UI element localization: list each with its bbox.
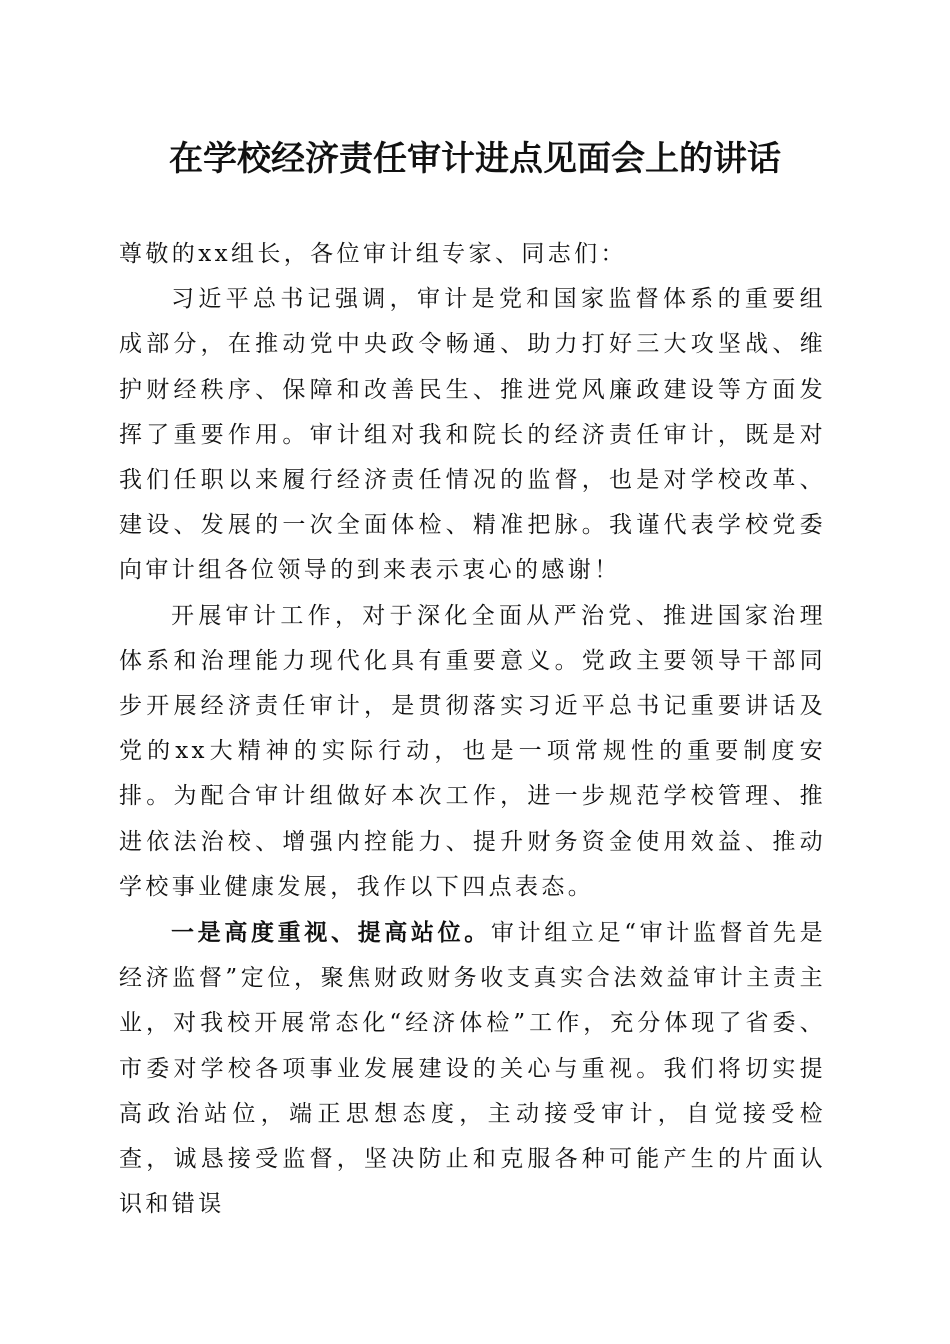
document-title: 在学校经济责任审计进点见面会上的讲话 (169, 139, 781, 179)
document-body (119, 232, 826, 1227)
paragraph-3-lead: 一是高度重视、提高站位。 (171, 919, 491, 947)
salutation: 尊敬的xx组长，各位审计组专家、同志们： (119, 241, 627, 267)
paragraph-2-text: 开展审计工作，对于深化全面从严治党、推进国家治理体系和治理能力现代化具有重要意义。党政主要领导干部同步开展经济责任审计，是贯彻落实习近平总书记重要讲话及党的xx大精神的实际行动，也是一项常规性的重要制度安排。为配合审计组做好本次工作，进一步规范学校管理、推进依法治校、增强内控能力、提升财务资金使用效益、推动学校事业健康发展，我作以下四点表态。 (119, 602, 826, 900)
paragraph-1-text: 习近平总书记强调，审计是党和国家监督体系的重要组成部分，在推动党中央政令畅通、助力打好三大攻坚战、维护财经秩序、保障和改善民生、推进党风廉政建设等方面发挥了重要作用。审计组对我和院长的经济责任审计，既是对我们任职以来履行经济责任情况的监督，也是对学校改革、建设、发展的一次全面体检、精准把脉。我谨代表学校党委向审计组各位领导的到来表示衷心的感谢！ (119, 286, 826, 584)
paragraph-2 (119, 594, 826, 910)
paragraph-3-text: 审计组立足“审计监督首先是经济监督”定位，聚焦财政财务收支真实合法效益审计主责主业，对我校开展常态化“经济体检”工作，充分体现了省委、市委对学校各项事业发展建设的关心与重视。我们将切实提高政治站位，端正思想态度，主动接受审计，自觉接受检查，诚恳接受监督，坚决防止和克服各种可能产生的片面认识和错误 (119, 920, 826, 1218)
paragraph-3 (119, 910, 826, 1227)
paragraph-1 (119, 277, 826, 593)
